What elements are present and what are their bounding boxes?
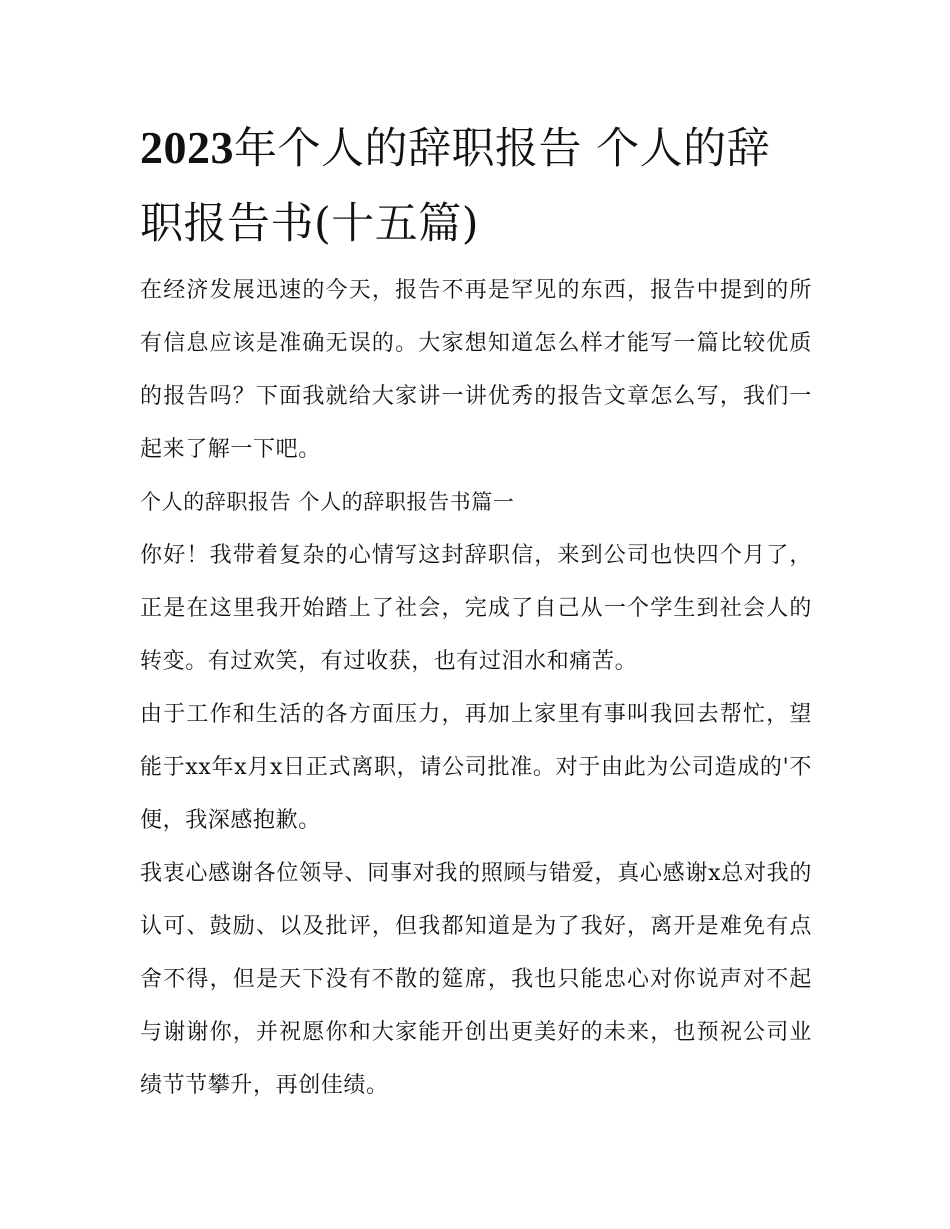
title-year: 2023 xyxy=(140,122,234,173)
title-text: 年个人的辞职报告 个人的辞职报告书(十五篇) xyxy=(140,124,771,249)
body-paragraph: 由于工作和生活的各方面压力，再加上家里有事叫我回去帮忙，望能于xx年x月x日正式离职，请公司批准。对于由此为公司造成的'不便，我深感抱歉。 xyxy=(140,702,812,833)
body-paragraph: 你好！我带着复杂的心情写这封辞职信，来到公司也快四个月了，正是在这里我开始踏上了社会，完成了自己从一个学生到社会人的转变。有过欢笑，有过收获，也有过泪水和痛苦。 xyxy=(140,543,812,674)
section-heading: 个人的辞职报告 个人的辞职报告书篇一 xyxy=(140,490,515,514)
document-body xyxy=(140,264,812,1112)
document-title xyxy=(140,110,812,262)
body-paragraph: 我衷心感谢各位领导、同事对我的照顾与错爱，真心感谢x总对我的认可、鼓励、以及批评，但我都知道是为了我好，离开是难免有点舍不得，但是天下没有不散的筵席，我也只能忠心对你说声对不起与谢谢你，并祝愿你和大家能开创出更美好的未来，也预祝公司业绩节节攀升，再创佳绩。 xyxy=(140,861,812,1098)
document-page xyxy=(140,110,812,1112)
intro-paragraph: 在经济发展迅速的今天，报告不再是罕见的东西，报告中提到的所有信息应该是准确无误的。大家想知道怎么样才能写一篇比较优质的报告吗？下面我就给大家讲一讲优秀的报告文章怎么写，我们一起来了解一下吧。 xyxy=(140,278,812,462)
